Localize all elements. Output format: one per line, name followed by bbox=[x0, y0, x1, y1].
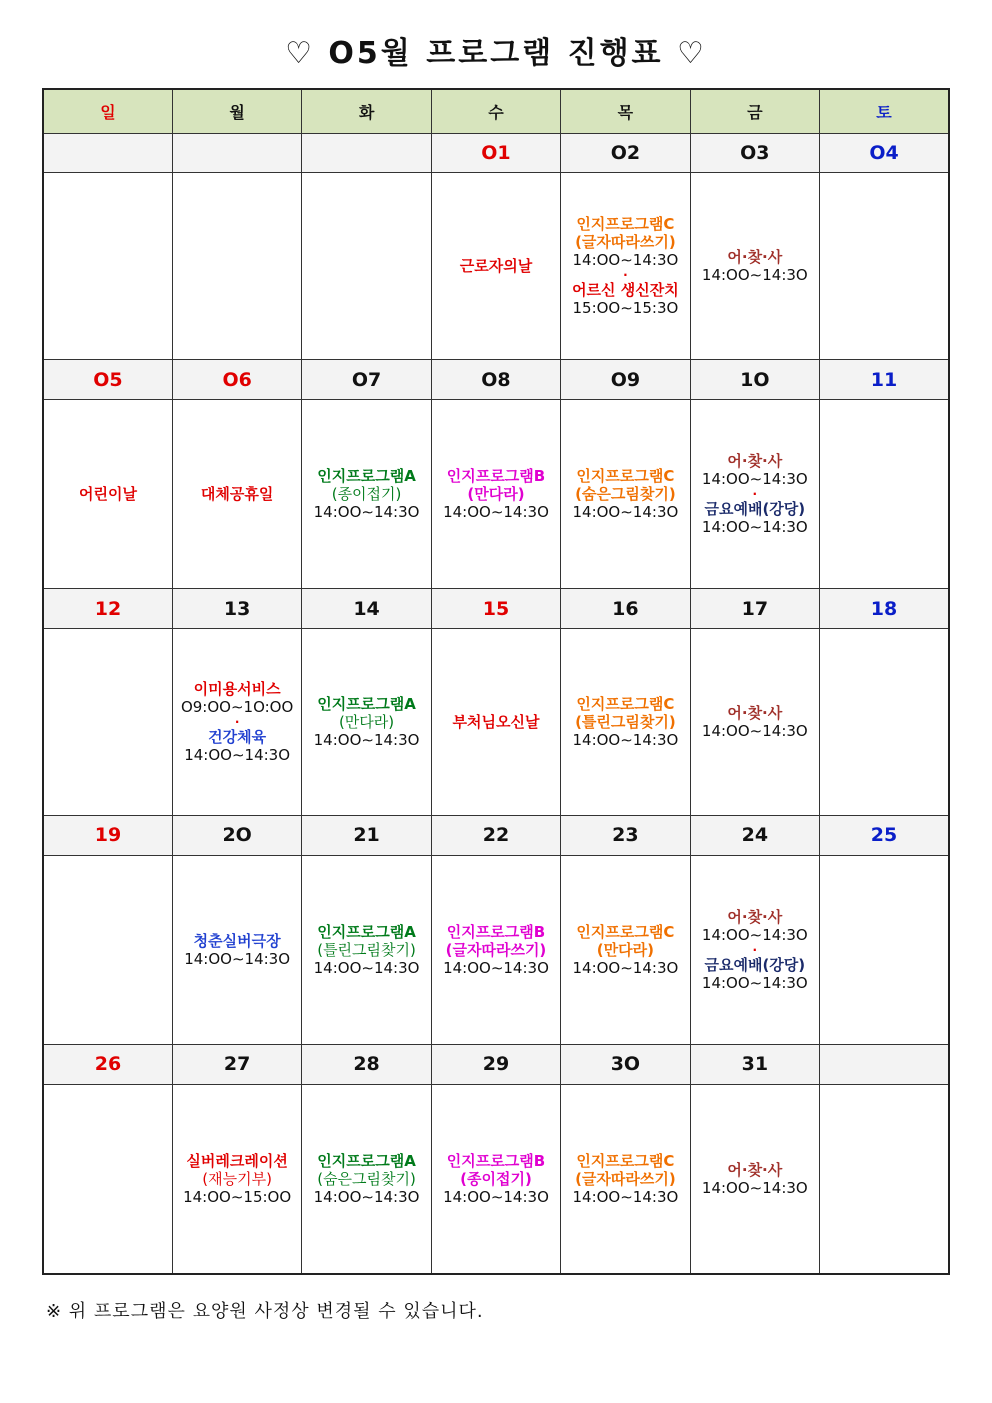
event-line: (숨은그림찾기) bbox=[317, 1169, 416, 1188]
event-line: (만다라) bbox=[596, 940, 654, 959]
event-cell-wed bbox=[431, 399, 560, 588]
date-cell-thu: O9 bbox=[561, 360, 690, 400]
event-line: 어·찾·사 bbox=[727, 452, 783, 471]
date-cell-mon: O6 bbox=[172, 360, 301, 400]
event-line: 14:OO∼14:3O bbox=[572, 503, 679, 522]
event-line: 인지프로그램A bbox=[317, 694, 416, 713]
event-cell-mon bbox=[172, 399, 301, 588]
event-cell-tue bbox=[302, 399, 431, 588]
date-cell-fri: O3 bbox=[690, 133, 819, 173]
date-cell-wed: O8 bbox=[431, 360, 560, 400]
event-line: 14:OO∼14:3O bbox=[572, 958, 679, 977]
date-row bbox=[43, 1045, 949, 1085]
weekday-thu: 목 bbox=[561, 89, 690, 133]
event-line: 인지프로그램B bbox=[446, 922, 546, 941]
footnote: ※ 위 프로그램은 요양원 사정상 변경될 수 있습니다. bbox=[46, 1301, 484, 1322]
event-line: 어·찾·사 bbox=[727, 703, 783, 722]
event-line: 14:OO∼14:3O bbox=[701, 973, 808, 992]
page-title: ♡ O5월 프로그램 진행표 ♡ bbox=[285, 36, 707, 71]
event-cell-sun bbox=[43, 1084, 172, 1274]
event-cell-tue bbox=[302, 1084, 431, 1274]
event-cell-sat bbox=[820, 173, 949, 360]
date-cell-sun: O5 bbox=[43, 360, 172, 400]
events-row bbox=[43, 628, 949, 815]
date-cell-tue: 14 bbox=[302, 589, 431, 629]
date-cell-sat: 18 bbox=[820, 589, 949, 629]
event-line: 어린이날 bbox=[78, 485, 137, 504]
event-line: 14:OO∼14:3O bbox=[313, 503, 420, 522]
event-cell-mon bbox=[172, 855, 301, 1044]
date-row bbox=[43, 360, 949, 400]
date-cell-thu: 16 bbox=[561, 589, 690, 629]
event-cell-mon bbox=[172, 173, 301, 360]
event-cell-tue bbox=[302, 173, 431, 360]
separator-dot: · bbox=[752, 942, 758, 957]
event-line: 14:OO∼14:3O bbox=[184, 745, 291, 764]
weekday-tue: 화 bbox=[302, 89, 431, 133]
date-cell-sat bbox=[820, 1045, 949, 1085]
weekday-header-row bbox=[43, 89, 949, 133]
date-row bbox=[43, 589, 949, 629]
date-cell-wed: 29 bbox=[431, 1045, 560, 1085]
date-cell-wed: 22 bbox=[431, 816, 560, 856]
date-cell-fri: 24 bbox=[690, 816, 819, 856]
event-cell-sat bbox=[820, 399, 949, 588]
date-cell-mon bbox=[172, 133, 301, 173]
weekday-sat: 토 bbox=[820, 89, 949, 133]
event-line: 이미용서비스 bbox=[193, 679, 281, 698]
event-line: 14:OO∼15:OO bbox=[183, 1187, 292, 1206]
date-cell-sun: 19 bbox=[43, 816, 172, 856]
event-line: 대체공휴일 bbox=[200, 485, 274, 504]
date-cell-thu: 3O bbox=[561, 1045, 690, 1085]
date-cell-tue: 28 bbox=[302, 1045, 431, 1085]
event-line: 어·찾·사 bbox=[727, 248, 783, 267]
event-cell-wed bbox=[431, 173, 560, 360]
event-cell-wed bbox=[431, 1084, 560, 1274]
event-line: 14:OO∼14:3O bbox=[572, 251, 679, 270]
event-line: 14:OO∼14:3O bbox=[572, 1187, 679, 1206]
event-line: 금요예배(강당) bbox=[704, 500, 806, 519]
date-cell-fri: 1O bbox=[690, 360, 819, 400]
event-line: 14:OO∼14:3O bbox=[701, 925, 808, 944]
event-line: 인지프로그램C bbox=[576, 467, 675, 486]
date-cell-wed: O1 bbox=[431, 133, 560, 173]
event-cell-thu bbox=[561, 173, 690, 360]
event-cell-fri bbox=[690, 628, 819, 815]
event-line: 인지프로그램A bbox=[317, 1151, 416, 1170]
event-line: (만다라) bbox=[467, 485, 525, 504]
event-cell-sat bbox=[820, 628, 949, 815]
event-line: 실버레크레이션 bbox=[186, 1151, 288, 1170]
weekday-mon: 월 bbox=[172, 89, 301, 133]
event-cell-tue bbox=[302, 628, 431, 815]
event-line: 14:OO∼14:3O bbox=[443, 1187, 549, 1206]
date-cell-sun: 12 bbox=[43, 589, 172, 629]
date-cell-mon: 27 bbox=[172, 1045, 301, 1085]
date-cell-tue: 21 bbox=[302, 816, 431, 856]
event-cell-thu bbox=[561, 628, 690, 815]
date-cell-fri: 31 bbox=[690, 1045, 819, 1085]
date-cell-sat: O4 bbox=[820, 133, 949, 173]
event-cell-fri bbox=[690, 173, 819, 360]
event-cell-fri bbox=[690, 399, 819, 588]
event-cell-sun bbox=[43, 628, 172, 815]
event-line: 금요예배(강당) bbox=[704, 955, 806, 974]
event-line: 14:OO∼14:3O bbox=[701, 518, 808, 537]
event-cell-sun bbox=[43, 173, 172, 360]
event-line: 14:OO∼14:3O bbox=[184, 949, 291, 968]
date-cell-wed: 15 bbox=[431, 589, 560, 629]
event-cell-mon bbox=[172, 628, 301, 815]
event-line: (종이접기) bbox=[331, 485, 402, 504]
event-cell-wed bbox=[431, 628, 560, 815]
event-line: 14:OO∼14:3O bbox=[701, 1178, 808, 1197]
event-line: 인지프로그램C bbox=[576, 1151, 675, 1170]
event-line: 14:OO∼14:3O bbox=[701, 470, 808, 489]
event-cell-thu bbox=[561, 855, 690, 1044]
event-cell-thu bbox=[561, 1084, 690, 1274]
event-line: 청춘실버극장 bbox=[193, 931, 281, 950]
date-cell-thu: 23 bbox=[561, 816, 690, 856]
event-line: 15:OO∼15:3O bbox=[572, 299, 679, 318]
event-line: O9:OO∼1O:OO bbox=[180, 697, 294, 716]
event-line: (숨은그림찾기) bbox=[575, 485, 676, 504]
event-line: 인지프로그램B bbox=[446, 467, 546, 486]
event-line: (만다라) bbox=[338, 712, 395, 731]
event-line: 어·찾·사 bbox=[727, 907, 783, 926]
event-line: 14:OO∼14:3O bbox=[313, 958, 420, 977]
schedule-calendar bbox=[42, 88, 950, 1275]
event-line: (글자따라쓰기) bbox=[445, 940, 547, 959]
event-line: 어르신 생신잔치 bbox=[572, 281, 679, 300]
event-line: 14:OO∼14:3O bbox=[313, 730, 420, 749]
separator-dot: · bbox=[752, 487, 758, 502]
event-line: 부처님오신날 bbox=[452, 712, 540, 731]
separator-dot: · bbox=[234, 714, 240, 729]
date-cell-mon: 2O bbox=[172, 816, 301, 856]
event-line: 근로자의날 bbox=[459, 257, 533, 276]
event-line: 14:OO∼14:3O bbox=[572, 730, 679, 749]
date-cell-tue: O7 bbox=[302, 360, 431, 400]
events-row bbox=[43, 399, 949, 588]
event-cell-sat bbox=[820, 855, 949, 1044]
event-line: 건강체육 bbox=[208, 727, 267, 746]
event-line: (틀린그림찾기) bbox=[317, 940, 416, 959]
event-cell-fri bbox=[690, 855, 819, 1044]
event-line: (글자따라쓰기) bbox=[575, 233, 676, 252]
event-line: 14:OO∼14:3O bbox=[701, 266, 808, 285]
event-cell-sun bbox=[43, 399, 172, 588]
event-cell-thu bbox=[561, 399, 690, 588]
date-cell-sun bbox=[43, 133, 172, 173]
calendar-body bbox=[43, 89, 949, 1274]
weekday-wed: 수 bbox=[431, 89, 560, 133]
date-cell-sat: 25 bbox=[820, 816, 949, 856]
date-cell-mon: 13 bbox=[172, 589, 301, 629]
date-cell-tue bbox=[302, 133, 431, 173]
events-row bbox=[43, 173, 949, 360]
event-line: 인지프로그램A bbox=[317, 922, 416, 941]
event-line: 인지프로그램C bbox=[576, 922, 675, 941]
events-row bbox=[43, 855, 949, 1044]
event-cell-fri bbox=[690, 1084, 819, 1274]
event-cell-sun bbox=[43, 855, 172, 1044]
event-line: 어·찾·사 bbox=[727, 1160, 783, 1179]
date-row bbox=[43, 133, 949, 173]
event-line: 인지프로그램B bbox=[446, 1151, 546, 1170]
event-cell-wed bbox=[431, 855, 560, 1044]
event-cell-sat bbox=[820, 1084, 949, 1274]
event-line: 인지프로그램A bbox=[317, 467, 416, 486]
date-cell-fri: 17 bbox=[690, 589, 819, 629]
event-line: (글자따라쓰기) bbox=[575, 1169, 676, 1188]
date-row bbox=[43, 816, 949, 856]
event-line: 14:OO∼14:3O bbox=[313, 1187, 420, 1206]
event-line: (종이접기) bbox=[460, 1169, 532, 1188]
events-row bbox=[43, 1084, 949, 1274]
event-cell-tue bbox=[302, 855, 431, 1044]
separator-dot: · bbox=[623, 268, 628, 283]
weekday-fri: 금 bbox=[690, 89, 819, 133]
date-cell-sun: 26 bbox=[43, 1045, 172, 1085]
event-cell-mon bbox=[172, 1084, 301, 1274]
event-line: (틀린그림찾기) bbox=[575, 712, 676, 731]
date-cell-thu: O2 bbox=[561, 133, 690, 173]
event-line: 인지프로그램C bbox=[576, 215, 675, 234]
event-line: 14:OO∼14:3O bbox=[443, 958, 549, 977]
date-cell-sat: 11 bbox=[820, 360, 949, 400]
event-line: 14:OO∼14:3O bbox=[443, 503, 549, 522]
weekday-sun: 일 bbox=[43, 89, 172, 133]
event-line: 인지프로그램C bbox=[576, 694, 675, 713]
event-line: 14:OO∼14:3O bbox=[701, 721, 808, 740]
event-line: (재능기부) bbox=[202, 1169, 272, 1188]
